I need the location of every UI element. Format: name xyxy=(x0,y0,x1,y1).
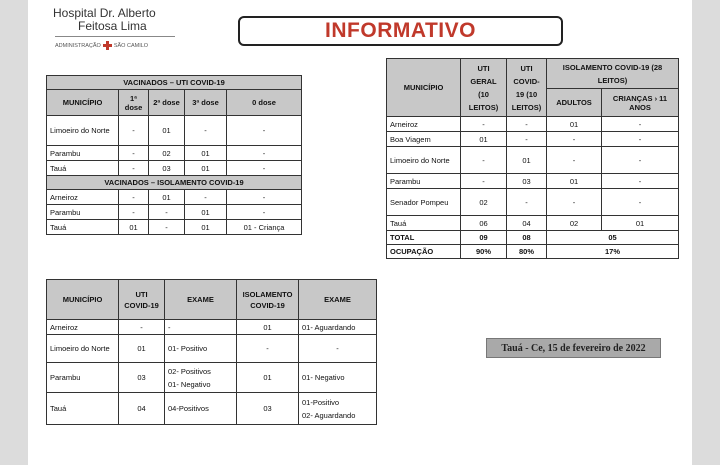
cell: - xyxy=(149,205,185,220)
cell: 01- Negativo xyxy=(299,363,377,393)
cell: 01- Aguardando xyxy=(299,320,377,335)
cell: 90% xyxy=(461,245,507,259)
col-header: CRIANÇAS › 11 ANOS xyxy=(602,89,679,117)
cell: 01 xyxy=(237,320,299,335)
cell: - xyxy=(602,147,679,174)
cell: - xyxy=(547,147,602,174)
table-row xyxy=(47,320,377,335)
cell: 01 xyxy=(119,220,149,235)
cell: 01 xyxy=(237,363,299,393)
table-row xyxy=(387,147,679,174)
col-header: ISOLAMENTO COVID-19 xyxy=(237,280,299,320)
exams-table xyxy=(46,279,377,425)
table-title: VACINADOS – UTI COVID-19 xyxy=(47,76,302,90)
cell: - xyxy=(461,147,507,174)
cell: - xyxy=(602,189,679,216)
cell: - xyxy=(119,320,165,335)
cell: - xyxy=(119,146,149,161)
col-header: 0 dose xyxy=(227,90,302,116)
cell: - xyxy=(227,190,302,205)
table-row xyxy=(47,335,377,363)
cell-municipio: Arneiroz xyxy=(47,190,119,205)
cell-municipio: Arneiroz xyxy=(387,117,461,132)
logo-rule xyxy=(55,36,175,37)
cell: 01 xyxy=(185,220,227,235)
cell-municipio: Parambu xyxy=(47,205,119,220)
cell-municipio: Tauá xyxy=(47,220,119,235)
logo-line-3 xyxy=(55,41,148,50)
informativo-banner: INFORMATIVO xyxy=(238,16,563,46)
cell: - xyxy=(119,116,149,146)
occupancy-row xyxy=(387,245,679,259)
cell: 03 xyxy=(237,393,299,425)
cell: - xyxy=(165,320,237,335)
logo-line-1: Hospital Dr. Alberto xyxy=(53,6,156,20)
cell: 01 - Criança xyxy=(227,220,302,235)
cell: - xyxy=(119,205,149,220)
col-header: UTI COVID-19 (10 LEITOS) xyxy=(507,59,547,117)
cell: - xyxy=(149,220,185,235)
table-row xyxy=(47,220,302,235)
table-row xyxy=(387,216,679,231)
cell: 01 xyxy=(602,216,679,231)
cell-municipio: Parambu xyxy=(387,174,461,189)
cell-label: OCUPAÇÃO xyxy=(387,245,461,259)
cell: 03 xyxy=(507,174,547,189)
col-header: MUNICÍPIO xyxy=(47,280,119,320)
cell: 02 xyxy=(149,146,185,161)
cell-line: 02- Aguardando xyxy=(302,410,356,420)
logo-sao-camilo-text: SÃO CAMILO xyxy=(113,42,149,49)
cell-line: 01-Positivo xyxy=(302,397,340,407)
table-row xyxy=(47,363,377,393)
cell xyxy=(165,363,237,393)
col-header: ADULTOS xyxy=(547,89,602,117)
cell: 01 xyxy=(507,147,547,174)
cell-municipio: Limoeiro do Norte xyxy=(47,116,119,146)
col-header: MUNICÍPIO xyxy=(387,59,461,117)
col-header: 3ª dose xyxy=(185,90,227,116)
section-title: VACINADOS – ISOLAMENTO COVID-19 xyxy=(47,176,302,190)
cell: 03 xyxy=(119,363,165,393)
table-row xyxy=(387,189,679,216)
cell-municipio: Senador Pompeu xyxy=(387,189,461,216)
cell-municipio: Boa Viagem xyxy=(387,132,461,147)
cell: 01 xyxy=(149,190,185,205)
col-header: MUNICÍPIO xyxy=(47,90,119,116)
cell: - xyxy=(185,190,227,205)
table-row xyxy=(387,117,679,132)
cell: - xyxy=(461,117,507,132)
table-row xyxy=(47,146,302,161)
cell: - xyxy=(237,335,299,363)
cell: - xyxy=(227,116,302,146)
col-header: 2ª dose xyxy=(149,90,185,116)
cell-line: 02- Positivos xyxy=(168,366,211,376)
cell-municipio: Tauá xyxy=(47,161,119,176)
cell-line: 01- Negativo xyxy=(168,379,211,389)
logo-admin-text: ADMINISTRAÇÃO xyxy=(55,42,101,49)
cell-municipio: Limoeiro do Norte xyxy=(47,335,119,363)
cell: 09 xyxy=(461,231,507,245)
cell: 01 xyxy=(185,146,227,161)
cell: - xyxy=(461,174,507,189)
table-row xyxy=(47,161,302,176)
table-row xyxy=(387,132,679,147)
cell: - xyxy=(299,335,377,363)
cell: 17% xyxy=(547,245,679,259)
cell-municipio: Tauá xyxy=(387,216,461,231)
table-row xyxy=(47,116,302,146)
cell-municipio: Arneiroz xyxy=(47,320,119,335)
table-row xyxy=(47,205,302,220)
cell: 01 xyxy=(149,116,185,146)
table-row xyxy=(387,174,679,189)
col-header: ISOLAMENTO COVID-19 (28 LEITOS) xyxy=(547,59,679,89)
cell: 03 xyxy=(149,161,185,176)
hospital-logo xyxy=(52,7,182,55)
cell xyxy=(299,393,377,425)
cell: 01 xyxy=(185,205,227,220)
cell: - xyxy=(507,132,547,147)
cell: - xyxy=(227,146,302,161)
cell: - xyxy=(547,189,602,216)
cell: 04 xyxy=(507,216,547,231)
cell: 80% xyxy=(507,245,547,259)
cell-municipio: Limoeiro do Norte xyxy=(387,147,461,174)
table-row xyxy=(47,190,302,205)
cell: 01 xyxy=(547,117,602,132)
cell: - xyxy=(185,116,227,146)
cell: 02 xyxy=(547,216,602,231)
cell: 02 xyxy=(461,189,507,216)
red-cross-icon xyxy=(103,41,112,50)
cell: 01- Positivo xyxy=(165,335,237,363)
logo-line-2: Feitosa Lima xyxy=(78,19,147,33)
cell: - xyxy=(602,117,679,132)
col-header: UTI COVID-19 xyxy=(119,280,165,320)
date-label: Tauá - Ce, 15 de fevereiro de 2022 xyxy=(486,338,661,358)
cell: 01 xyxy=(461,132,507,147)
col-header: EXAME xyxy=(165,280,237,320)
vaccinated-table xyxy=(46,75,302,235)
cell-label: TOTAL xyxy=(387,231,461,245)
cell-municipio: Tauá xyxy=(47,393,119,425)
cell: - xyxy=(119,161,149,176)
cell-municipio: Parambu xyxy=(47,146,119,161)
cell: 08 xyxy=(507,231,547,245)
cell-municipio: Parambu xyxy=(47,363,119,393)
cell: - xyxy=(507,117,547,132)
cell: 04 xyxy=(119,393,165,425)
cell: 01 xyxy=(185,161,227,176)
cell: 01 xyxy=(547,174,602,189)
cell: - xyxy=(227,205,302,220)
cell: - xyxy=(602,174,679,189)
cell: - xyxy=(602,132,679,147)
col-header: EXAME xyxy=(299,280,377,320)
cell: 04-Positivos xyxy=(165,393,237,425)
col-header: UTI GERAL (10 LEITOS) xyxy=(461,59,507,117)
cell: - xyxy=(119,190,149,205)
cell: - xyxy=(507,189,547,216)
col-header: 1ª dose xyxy=(119,90,149,116)
cell: 05 xyxy=(547,231,679,245)
occupancy-table xyxy=(386,58,679,259)
cell: 06 xyxy=(461,216,507,231)
cell: - xyxy=(547,132,602,147)
cell: - xyxy=(227,161,302,176)
cell: 01 xyxy=(119,335,165,363)
total-row xyxy=(387,231,679,245)
table-row xyxy=(47,393,377,425)
